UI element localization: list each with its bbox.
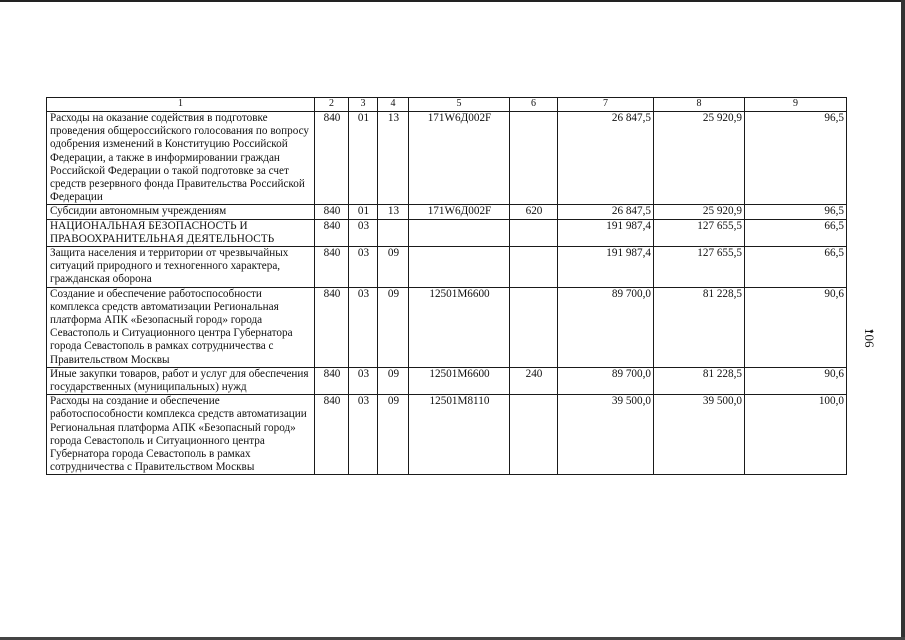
row-expense-type: 240 (510, 367, 558, 394)
row-ministry-code: 840 (315, 287, 349, 367)
scan-border-right (901, 0, 905, 640)
row-section-code: 03 (349, 219, 378, 246)
row-execution-percent: 90,6 (745, 287, 847, 367)
row-execution-percent: 96,5 (745, 205, 847, 219)
row-section-code: 01 (349, 205, 378, 219)
row-expense-type (510, 395, 558, 475)
row-execution-percent: 66,5 (745, 219, 847, 246)
row-actual-amount: 25 920,9 (654, 205, 745, 219)
table-body (47, 98, 847, 475)
row-planned-amount: 191 987,4 (558, 219, 654, 246)
row-name: Субсидии автономным учреждениям (47, 205, 315, 219)
row-planned-amount: 89 700,0 (558, 287, 654, 367)
page-number: 106 (862, 328, 877, 348)
row-expense-type: 620 (510, 205, 558, 219)
row-name: Защита населения и территории от чрезвычайных ситуаций природного и техногенного характера, гражданская оборона (47, 247, 315, 288)
row-planned-amount: 39 500,0 (558, 395, 654, 475)
row-execution-percent: 96,5 (745, 112, 847, 205)
row-actual-amount: 39 500,0 (654, 395, 745, 475)
row-name: Расходы на создание и обеспечение работоспособности комплекса средств автоматизации Региональная платформа АПК «Безопасный город» города Севастополь и Ситуационного центра Губернатора города Севастополь в рамках сотрудничества с Правительством Москвы (47, 395, 315, 475)
header-col-1: 1 (47, 98, 315, 112)
row-actual-amount: 81 228,5 (654, 287, 745, 367)
header-col-6: 6 (510, 98, 558, 112)
header-col-9: 9 (745, 98, 847, 112)
row-execution-percent: 66,5 (745, 247, 847, 288)
row-section-code: 01 (349, 112, 378, 205)
header-col-4: 4 (378, 98, 409, 112)
row-target-article: 12501М8110 (409, 395, 510, 475)
row-ministry-code: 840 (315, 395, 349, 475)
row-section-code: 03 (349, 395, 378, 475)
row-target-article (409, 247, 510, 288)
row-name: Создание и обеспечение работоспособности комплекса средств автоматизации Региональная платформа АПК «Безопасный город» города Севастополь и Ситуационного центра Губернатора города Севастополь в рамках сотрудничества с Правительством Москвы (47, 287, 315, 367)
row-actual-amount: 127 655,5 (654, 219, 745, 246)
table-row (47, 112, 847, 205)
header-col-5: 5 (409, 98, 510, 112)
row-subsection-code (378, 219, 409, 246)
header-col-7: 7 (558, 98, 654, 112)
row-section-code: 03 (349, 287, 378, 367)
row-target-article: 12501М6600 (409, 287, 510, 367)
row-name: НАЦИОНАЛЬНАЯ БЕЗОПАСНОСТЬ И ПРАВООХРАНИТЕЛЬНАЯ ДЕЯТЕЛЬНОСТЬ (47, 219, 315, 246)
row-planned-amount: 26 847,5 (558, 205, 654, 219)
row-subsection-code: 09 (378, 287, 409, 367)
row-ministry-code: 840 (315, 112, 349, 205)
budget-table (46, 97, 847, 475)
row-planned-amount: 191 987,4 (558, 247, 654, 288)
row-planned-amount: 89 700,0 (558, 367, 654, 394)
row-target-article: 12501М6600 (409, 367, 510, 394)
row-subsection-code: 13 (378, 112, 409, 205)
row-ministry-code: 840 (315, 247, 349, 288)
row-actual-amount: 81 228,5 (654, 367, 745, 394)
row-actual-amount: 25 920,9 (654, 112, 745, 205)
scan-border-top (0, 0, 905, 2)
row-ministry-code: 840 (315, 205, 349, 219)
row-expense-type (510, 247, 558, 288)
row-target-article: 171W6Д002F (409, 205, 510, 219)
row-planned-amount: 26 847,5 (558, 112, 654, 205)
row-subsection-code: 09 (378, 247, 409, 288)
table-row (47, 205, 847, 219)
row-expense-type (510, 219, 558, 246)
row-name: Расходы на оказание содействия в подготовке проведения общероссийского голосования по вопросу одобрения изменений в Конституцию Российской Федерации, а также в информировании граждан Российской Федерации о такой подготовке за счет средств резервного фонда Правительства Российской Федерации (47, 112, 315, 205)
table-row (47, 247, 847, 288)
row-ministry-code: 840 (315, 219, 349, 246)
row-section-code: 03 (349, 367, 378, 394)
row-expense-type (510, 112, 558, 205)
header-col-2: 2 (315, 98, 349, 112)
row-subsection-code: 13 (378, 205, 409, 219)
row-execution-percent: 100,0 (745, 395, 847, 475)
table-row (47, 367, 847, 394)
row-subsection-code: 09 (378, 395, 409, 475)
table-row (47, 219, 847, 246)
row-target-article: 171W6Д002F (409, 112, 510, 205)
table-row (47, 395, 847, 475)
row-target-article (409, 219, 510, 246)
table-header-row (47, 98, 847, 112)
row-ministry-code: 840 (315, 367, 349, 394)
row-name: Иные закупки товаров, работ и услуг для обеспечения государственных (муниципальных) нужд (47, 367, 315, 394)
header-col-8: 8 (654, 98, 745, 112)
row-actual-amount: 127 655,5 (654, 247, 745, 288)
row-expense-type (510, 287, 558, 367)
header-col-3: 3 (349, 98, 378, 112)
row-section-code: 03 (349, 247, 378, 288)
row-subsection-code: 09 (378, 367, 409, 394)
row-execution-percent: 90,6 (745, 367, 847, 394)
table-row (47, 287, 847, 367)
